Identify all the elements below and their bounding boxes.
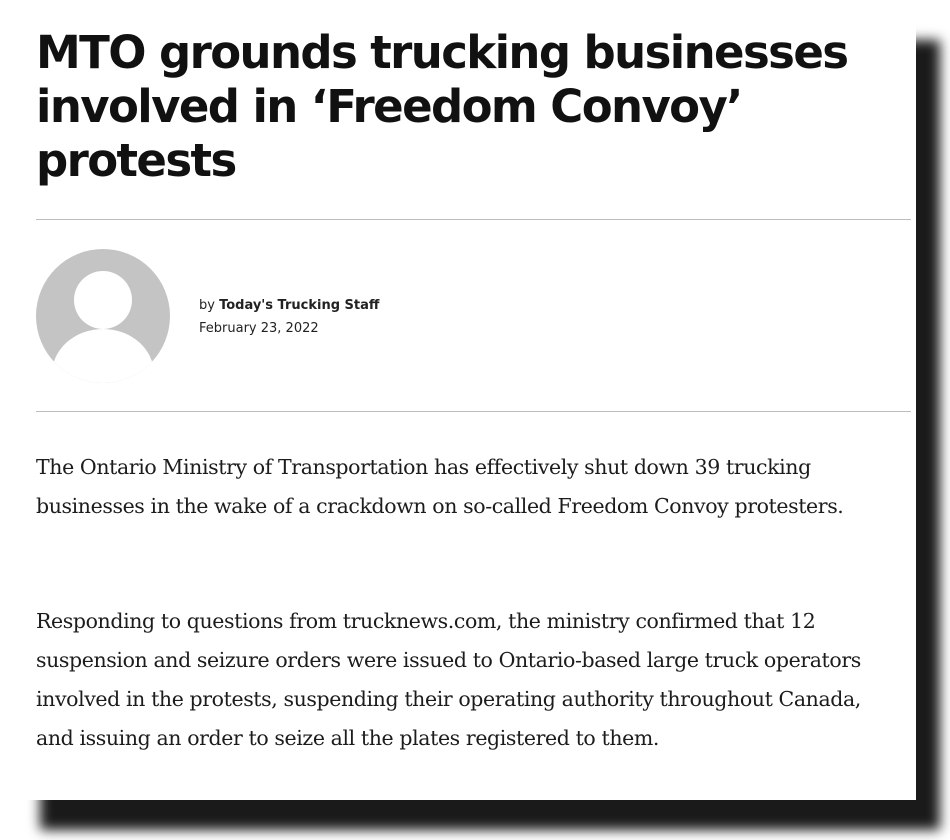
default-user-avatar-icon [36,249,170,383]
author-link[interactable]: Today's Trucking Staff [219,298,380,313]
article-paragraph: Responding to questions from trucknews.com, the ministry confirmed that 12 suspension and seizure orders were issued to Ontario-based large truck operators involved in the protests, suspending their operating authority throughout Canada, and issuing an order to seize all the plates registered to them. [36,609,861,750]
divider-bottom [36,411,911,412]
article-paragraph: The Ontario Ministry of Transportation has effectively shut down 39 trucking businesses in the wake of a crackdown on so-called Freedom Convoy protesters. [36,455,844,518]
byline-prefix: by [199,298,220,313]
article-headline: MTO grounds trucking businesses involved in ‘Freedom Convoy’ protests [36,26,848,187]
publish-date: February 23, 2022 [199,321,319,336]
byline [199,297,379,315]
avatar-shoulders-shape [52,329,154,383]
avatar-head-shape [74,271,132,329]
divider-top [36,219,911,220]
